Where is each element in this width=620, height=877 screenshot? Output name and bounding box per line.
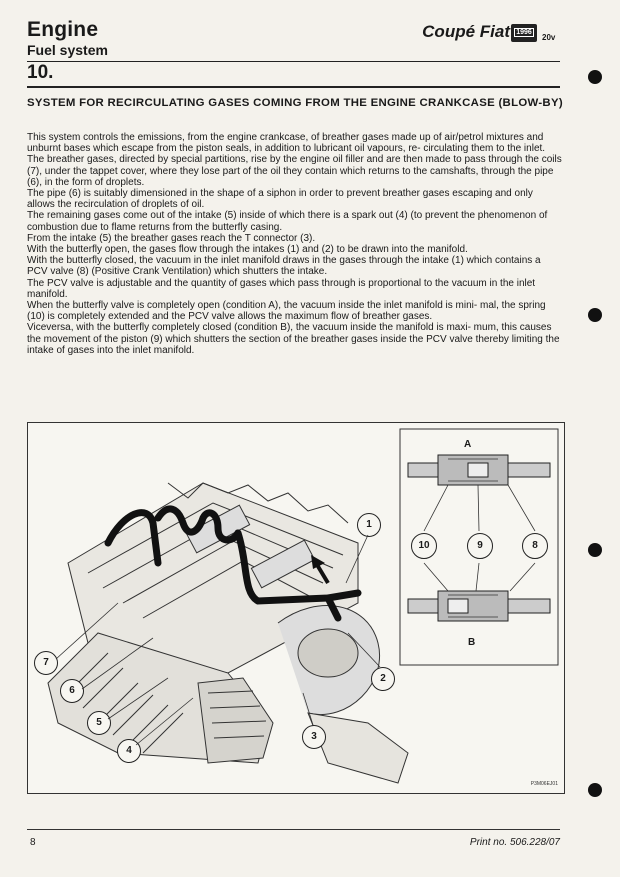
condition-a-label: A — [464, 439, 472, 450]
paragraph: This system controls the emissions, from the engine crankcase, of breather gases made up of air/petrol mixtures and unburnt bases which escape from the piston seals, in addition to lubricant oil vapours, re- circulating them to the inlet. — [27, 132, 546, 155]
brand-logo — [511, 24, 537, 42]
paragraph: The pipe (6) is suitably dimensioned in the shape of a siphon in order to prevent breather gases escaping and only allows the recirculation of droplets of oil. — [27, 188, 533, 211]
paragraph: Viceversa, with the butterfly completely closed (condition B), the vacuum inside the manifold is maxi- mum, this causes the movement of the piston (9) which shutters the section of the breather gases inside the PCV valve thereby limiting the intake of gases into the inlet manifold. — [27, 322, 560, 356]
callout-8: 8 — [522, 533, 548, 559]
paragraph: The remaining gases come out of the intake (5) inside of which there is a spark out (4) (to prevent the phenomenon of combustion due to flame returns from the butterfly casing. — [27, 210, 548, 233]
engine-block-drawing — [48, 483, 408, 783]
page-number: 8 — [30, 837, 36, 848]
callout-6: 6 — [60, 679, 84, 703]
binder-hole — [588, 543, 602, 557]
binder-hole — [588, 308, 602, 322]
callout-5: 5 — [87, 711, 111, 735]
callout-2: 2 — [371, 667, 395, 691]
paragraph: When the butterfly valve is completely open (condition A), the vacuum inside the inlet manifold is mini- mal, the spring (10) is completely extended and the PCV valve allows the maximum flow of breather gases. — [27, 300, 546, 323]
figure-code: P3M06EJ01 — [530, 781, 558, 787]
brand-name: Coupé Fiat — [422, 22, 510, 41]
paragraph: With the butterfly open, the gases flow through the intakes (1) and (2) to be drawn into the manifold. — [27, 244, 468, 256]
subsection-heading: Fuel system — [27, 42, 108, 58]
condition-b-label: B — [468, 637, 476, 648]
section-heading: Engine — [27, 18, 99, 41]
section-number-rule — [27, 86, 560, 88]
body-text — [27, 132, 563, 356]
paragraph: From the intake (5) the breather gases reach the T connector (3). — [27, 232, 316, 244]
callout-10: 10 — [411, 533, 437, 559]
footer-rule — [27, 829, 560, 830]
binder-hole — [588, 70, 602, 84]
paragraph: The breather gases, directed by special partitions, rise by the engine oil filler and are then made to pass through the coils (7), under the tappet cover, where they lose part of the oil they contain which returns to the camshafts, through the pipe (6), in the form of droplets. — [27, 154, 562, 188]
callout-4: 4 — [117, 739, 141, 763]
page-title: SYSTEM FOR RECIRCULATING GASES COMING FROM THE ENGINE CRANKCASE (BLOW-BY) — [27, 97, 563, 109]
callout-7: 7 — [34, 651, 58, 675]
brand-suffix: 20v — [542, 33, 556, 42]
callout-9: 9 — [467, 533, 493, 559]
paragraph: The PCV valve is adjustable and the quantity of gases which pass through is proportional to the vacuum in the inlet manifold. — [27, 277, 536, 300]
brand-logo-text: 1996 — [516, 29, 532, 36]
section-number: 10. — [27, 62, 54, 83]
header-rule — [27, 61, 560, 62]
callout-3: 3 — [302, 725, 326, 749]
paragraph: With the butterfly closed, the vacuum in the inlet manifold draws in the gases through the intake (1) which contains a PCV valve (8) (Positive Crank Ventilation) which shutters the intake. — [27, 255, 541, 278]
callout-1: 1 — [357, 513, 381, 537]
engine-diagram — [27, 422, 565, 794]
print-number: Print no. 506.228/07 — [469, 837, 560, 848]
binder-hole — [588, 783, 602, 797]
